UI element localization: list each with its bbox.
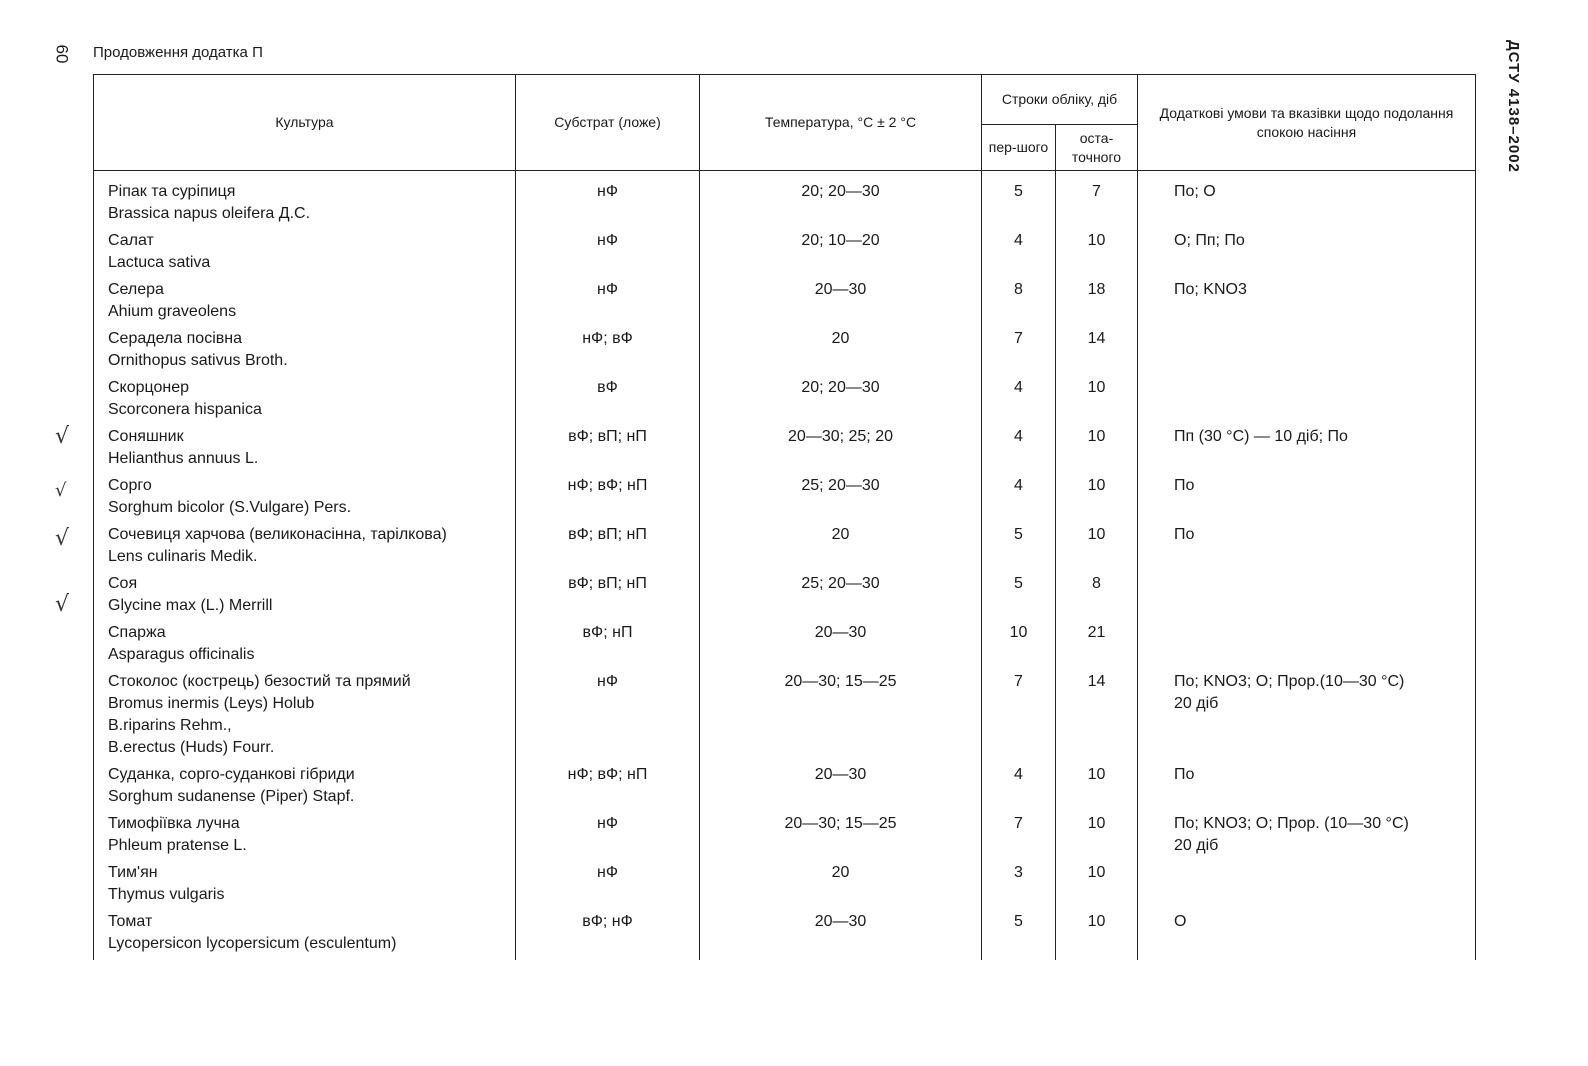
temperature-cell: 20; 20—30 [700, 377, 982, 426]
culture-cell [94, 279, 516, 328]
culture-cell [94, 524, 516, 573]
notes-cell [1138, 573, 1476, 622]
col-notes-header: Додаткові умови та вказівки щодо подолання спокою насіння [1138, 75, 1476, 171]
table-row [94, 377, 1476, 426]
notes-cell [1138, 171, 1476, 231]
first-count-cell: 5 [982, 171, 1056, 231]
temperature-cell: 25; 20—30 [700, 475, 982, 524]
culture-cell [94, 171, 516, 231]
culture-name: Соняшник [108, 428, 184, 445]
temperature-cell: 20; 10—20 [700, 230, 982, 279]
table-row [94, 671, 1476, 764]
substrate-cell: нФ; вФ; нП [516, 475, 700, 524]
culture-name: Серадела посівна [108, 330, 242, 347]
first-count-cell: 7 [982, 328, 1056, 377]
table-row [94, 573, 1476, 622]
final-count-cell: 10 [1056, 524, 1138, 573]
notes-text: По; KNO3 [1174, 281, 1247, 298]
first-count-cell: 5 [982, 573, 1056, 622]
culture-name: Соя [108, 575, 138, 592]
notes-text: Пп (30 °С) — 10 діб; По [1174, 428, 1348, 445]
col-first-header: пер-шого [982, 125, 1056, 171]
culture-cell [94, 328, 516, 377]
handwritten-check-icon: √ [55, 424, 70, 449]
first-count-cell: 4 [982, 377, 1056, 426]
culture-name: Суданка, сорго-суданкові гібриди [108, 766, 355, 783]
final-count-cell: 10 [1056, 475, 1138, 524]
final-count-cell: 10 [1056, 230, 1138, 279]
col-substrate-header: Субстрат (ложе) [516, 75, 700, 171]
table-row [94, 524, 1476, 573]
substrate-cell: вФ [516, 377, 700, 426]
final-count-cell: 8 [1056, 573, 1138, 622]
notes-cell [1138, 911, 1476, 960]
notes-text: О; Пп; По [1174, 232, 1245, 249]
table-row [94, 475, 1476, 524]
notes-text: По [1174, 526, 1195, 543]
notes-text: По; KNO3; О; Прор.(10—30 °С) [1174, 673, 1405, 690]
final-count-cell: 10 [1056, 426, 1138, 475]
notes-cell [1138, 862, 1476, 911]
col-terms-group-header: Строки обліку, діб [982, 75, 1138, 125]
substrate-cell: нФ [516, 279, 700, 328]
culture-latin-name: Sorghum sudanense (Piper) Stapf. [108, 788, 355, 805]
substrate-cell: вФ; вП; нП [516, 426, 700, 475]
culture-cell [94, 230, 516, 279]
final-count-cell: 10 [1056, 862, 1138, 911]
culture-cell [94, 862, 516, 911]
temperature-cell: 20 [700, 328, 982, 377]
substrate-cell: нФ [516, 230, 700, 279]
first-count-cell: 3 [982, 862, 1056, 911]
final-count-cell: 10 [1056, 911, 1138, 960]
germination-table [93, 74, 1476, 960]
col-temperature-header: Температура, °С ± 2 °С [700, 75, 982, 171]
temperature-cell: 20—30 [700, 764, 982, 813]
first-count-cell: 4 [982, 764, 1056, 813]
temperature-cell: 20 [700, 862, 982, 911]
culture-latin-name: Lactuca sativa [108, 254, 211, 271]
culture-latin-name: Scorconera hispanica [108, 401, 262, 418]
temperature-cell: 20—30; 15—25 [700, 813, 982, 862]
culture-cell [94, 377, 516, 426]
notes-cell [1138, 475, 1476, 524]
final-count-cell: 14 [1056, 671, 1138, 764]
table-row [94, 328, 1476, 377]
first-count-cell: 5 [982, 524, 1056, 573]
substrate-cell: вФ; нФ [516, 911, 700, 960]
culture-latin-name: Thymus vulgaris [108, 886, 225, 903]
notes-cell [1138, 426, 1476, 475]
substrate-cell: нФ [516, 862, 700, 911]
table-row [94, 622, 1476, 671]
culture-name: Скорцонер [108, 379, 190, 396]
table-row [94, 862, 1476, 911]
temperature-cell: 20 [700, 524, 982, 573]
culture-latin-name: Phleum pratense L. [108, 837, 247, 854]
table-row [94, 279, 1476, 328]
culture-cell [94, 911, 516, 960]
first-count-cell: 8 [982, 279, 1056, 328]
final-count-cell: 21 [1056, 622, 1138, 671]
col-culture-header: Культура [94, 75, 516, 171]
culture-name: Сочевиця харчова (великонасінна, тарілкова) [108, 526, 447, 543]
notes-cell [1138, 524, 1476, 573]
first-count-cell: 4 [982, 230, 1056, 279]
notes-text: 20 діб [1174, 837, 1219, 854]
first-count-cell: 5 [982, 911, 1056, 960]
notes-text: По; О [1174, 183, 1216, 200]
notes-cell [1138, 230, 1476, 279]
culture-name: Тим'ян [108, 864, 158, 881]
temperature-cell: 20—30 [700, 911, 982, 960]
culture-cell [94, 426, 516, 475]
culture-latin-name: Brassica napus oleifera Д.С. [108, 205, 311, 222]
culture-name: Ріпак та суріпиця [108, 183, 236, 200]
notes-cell [1138, 622, 1476, 671]
table-row [94, 426, 1476, 475]
culture-latin-name: Sorghum bicolor (S.Vulgare) Pers. [108, 499, 352, 516]
culture-latin-name: Ahium graveolens [108, 303, 237, 320]
notes-cell [1138, 328, 1476, 377]
culture-latin-name: Ornithopus sativus Broth. [108, 352, 288, 369]
first-count-cell: 7 [982, 671, 1056, 764]
substrate-cell: нФ [516, 171, 700, 231]
culture-cell [94, 671, 516, 764]
culture-latin-name: Helianthus annuus L. [108, 450, 259, 467]
substrate-cell: нФ; вФ [516, 328, 700, 377]
col-final-header: оста-точного [1056, 125, 1138, 171]
culture-latin-name: Lycopersicon lycopersicum (esculentum) [108, 935, 397, 952]
temperature-cell: 20—30 [700, 279, 982, 328]
substrate-cell: нФ [516, 813, 700, 862]
culture-latin-name: B.erectus (Huds) Fourr. [108, 739, 275, 756]
culture-cell [94, 475, 516, 524]
temperature-cell: 20—30; 15—25 [700, 671, 982, 764]
temperature-cell: 20—30 [700, 622, 982, 671]
notes-cell [1138, 813, 1476, 862]
substrate-cell: вФ; вП; нП [516, 524, 700, 573]
running-title: Продовження додатка П [93, 44, 263, 61]
culture-name: Салат [108, 232, 154, 249]
culture-cell [94, 813, 516, 862]
culture-cell [94, 764, 516, 813]
culture-cell [94, 573, 516, 622]
temperature-cell: 20—30; 25; 20 [700, 426, 982, 475]
standard-code: ДСТУ 4138–2002 [1505, 40, 1522, 173]
culture-latin-name: Lens culinaris Medik. [108, 548, 258, 565]
culture-cell [94, 622, 516, 671]
table-row [94, 764, 1476, 813]
substrate-cell: нФ [516, 671, 700, 764]
handwritten-check-icon: √ [55, 592, 70, 617]
culture-name: Спаржа [108, 624, 166, 641]
notes-cell [1138, 671, 1476, 764]
temperature-cell: 25; 20—30 [700, 573, 982, 622]
culture-latin-name: Bromus inermis (Leys) Holub [108, 695, 315, 712]
first-count-cell: 4 [982, 475, 1056, 524]
handwritten-check-icon: √ [55, 526, 70, 551]
handwritten-check-icon: √ [55, 480, 67, 501]
notes-cell [1138, 377, 1476, 426]
substrate-cell: нФ; вФ; нП [516, 764, 700, 813]
notes-cell [1138, 279, 1476, 328]
table-row [94, 911, 1476, 960]
culture-latin-name: B.riparins Rehm., [108, 717, 232, 734]
culture-name: Селера [108, 281, 164, 298]
culture-latin-name: Asparagus officinalis [108, 646, 255, 663]
notes-cell [1138, 764, 1476, 813]
culture-name: Тимофіївка лучна [108, 815, 240, 832]
substrate-cell: вФ; вП; нП [516, 573, 700, 622]
first-count-cell: 10 [982, 622, 1056, 671]
page-number: 60 [52, 44, 72, 64]
notes-text: 20 діб [1174, 695, 1219, 712]
table-row [94, 171, 1476, 231]
notes-text: О [1174, 913, 1187, 930]
final-count-cell: 10 [1056, 377, 1138, 426]
temperature-cell: 20; 20—30 [700, 171, 982, 231]
final-count-cell: 10 [1056, 764, 1138, 813]
notes-text: По [1174, 766, 1195, 783]
first-count-cell: 7 [982, 813, 1056, 862]
first-count-cell: 4 [982, 426, 1056, 475]
substrate-cell: вФ; нП [516, 622, 700, 671]
final-count-cell: 14 [1056, 328, 1138, 377]
final-count-cell: 7 [1056, 171, 1138, 231]
final-count-cell: 18 [1056, 279, 1138, 328]
culture-name: Сорго [108, 477, 152, 494]
culture-latin-name: Glycine max (L.) Merrill [108, 597, 273, 614]
final-count-cell: 10 [1056, 813, 1138, 862]
notes-text: По; KNO3; О; Прор. (10—30 °С) [1174, 815, 1409, 832]
culture-name: Стоколос (кострець) безостий та прямий [108, 673, 411, 690]
table-row [94, 813, 1476, 862]
table-row [94, 230, 1476, 279]
notes-text: По [1174, 477, 1195, 494]
culture-name: Томат [108, 913, 153, 930]
